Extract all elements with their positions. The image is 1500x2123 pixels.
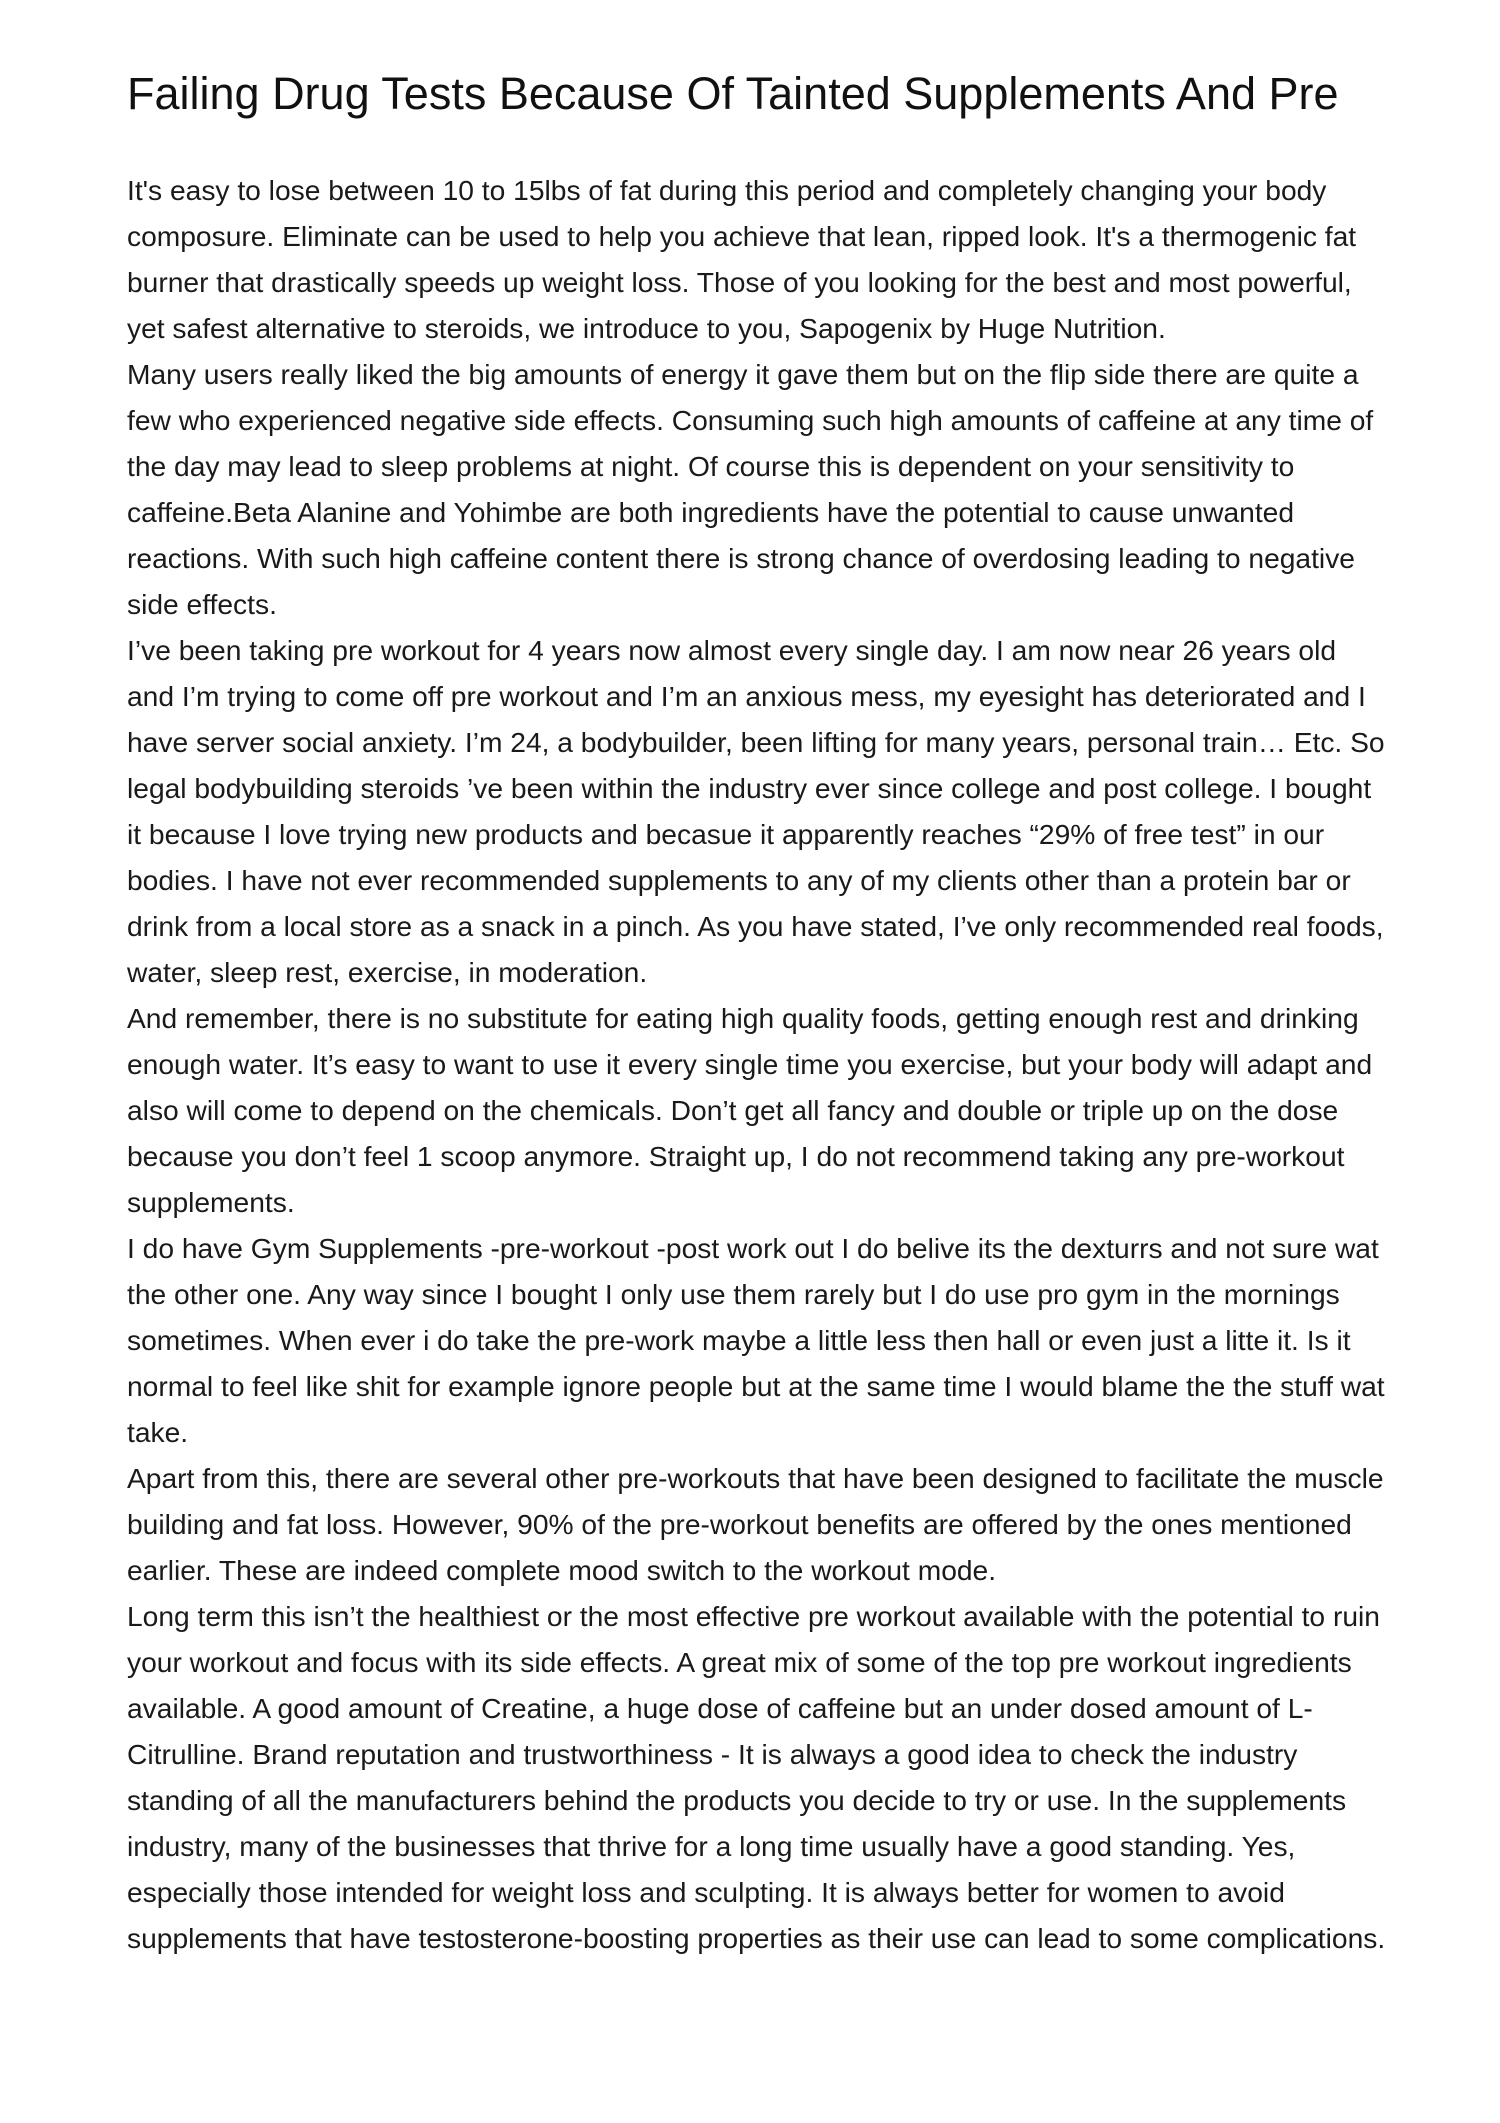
paragraph: I’ve been taking pre workout for 4 years now almost every single day. I am now near 26 years old and I’m trying to come off pre workout and I’m an anxious mess, my eyesight has deteriorated and I have server social anxiety. I’m 24, a bodybuilder, been lifting for many years, personal train… Etc. So legal bodybuilding steroids ’ve been within the industry ever since college and post college. I bought it because I love trying new products and becasue it apparently reaches “29% of free test” in our bodies. I have not ever recommended supplements to any of my clients other than a protein bar or drink from a local store as a snack in a pinch. As you have stated, I’ve only recommended real foods, water, sleep rest, exercise, in moderation. [127,634,1385,988]
paragraph: Many users really liked the big amounts of energy it gave them but on the flip side there are quite a few who experienced negative side effects. Consuming such high amounts of caffeine at any time of the day may lead to sleep problems at night. Of course this is dependent on your sensitivity to caffeine.Beta Alanine and Yohimbe are both ingredients have the potential to cause unwanted reactions. With such high caffeine content there is strong chance of overdosing leading to negative side effects. [127,358,1374,620]
paragraph: It's easy to lose between 10 to 15lbs of fat during this period and completely changing your body composure. Eliminate can be used to help you achieve that lean, ripped look. It's a thermogenic fat burner that drastically speeds up weight loss. Those of you looking for the best and most powerful, yet safest alternative to steroids, we introduce to you, Sapogenix by Huge Nutrition. [127,174,1357,344]
paragraph: Long term this isn’t the healthiest or the most effective pre workout available with the potential to ruin your workout and focus with its side effects. A great mix of some of the top pre workout ingredients available. A good amount of Creatine, a huge dose of caffeine but an under dosed amount of L-Citrulline. Brand reputation and trustworthiness - It is always a good idea to check the industry standing of all the manufacturers behind the products you decide to try or use. In the supplements industry, many of the businesses that thrive for a long time usually have a good standing. Yes, especially those intended for weight loss and sculpting. It is always better for women to avoid supplements that have testosterone-boosting properties as their use can lead to some complications. [127,1600,1386,1954]
paragraph: Apart from this, there are several other pre-workouts that have been designed to facilitate the muscle building and fat loss. However, 90% of the pre-workout benefits are offered by the ones mentioned earlier. These are indeed complete mood switch to the workout mode. [127,1462,1384,1586]
paragraph: I do have Gym Supplements -pre-workout -post work out I do belive its the dexturrs and not sure wat the other one. Any way since I bought I only use them rarely but I do use pro gym in the mornings sometimes. When ever i do take the pre-work maybe a little less then hall or even just a litte it. Is it normal to feel like shit for example ignore people but at the same time I would blame the the stuff wat take. [127,1232,1385,1448]
paragraph: And remember, there is no substitute for eating high quality foods, getting enough rest and drinking enough water. It’s easy to want to use it every single time you exercise, but your body will adapt and also will come to depend on the chemicals. Don’t get all fancy and double or triple up on the dose because you don’t feel 1 scoop anymore. Straight up, I do not recommend taking any pre-workout supplements. [127,1002,1373,1218]
page-title: Failing Drug Tests Because Of Tainted Supplements And Pre [127,68,1339,119]
article-body [127,167,1387,1961]
